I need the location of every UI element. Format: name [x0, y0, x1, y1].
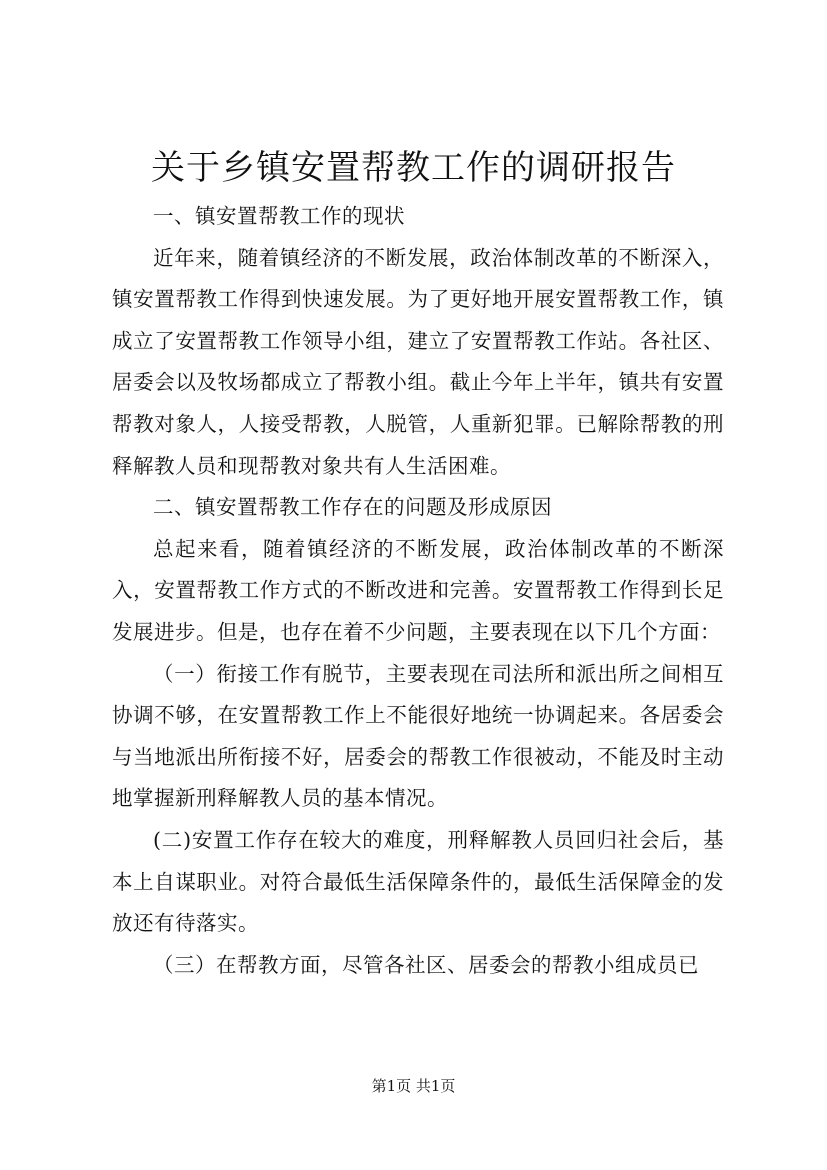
page-footer: 第1页 共1页: [371, 1077, 456, 1095]
paragraph-3: （一）衔接工作有脱节，主要表现在司法所和派出所之间相互协调不够，在安置帮教工作上不能很好地统一协调起来。各居委会与当地派出所衔接不好，居委会的帮教工作很被动，不能及时主动地掌握新刑释解教人员的基本情况。: [112, 661, 724, 811]
paragraph-4: (二)安置工作存在较大的难度，刑释解教人员回归社会后，基本上自谋职业。对符合最低生活保障条件的，最低生活保障金的发放还有待落实。: [112, 827, 724, 936]
paragraph-2: 总起来看，随着镇经济的不断发展，政治体制改革的不断深入，安置帮教工作方式的不断改进和完善。安置帮教工作得到长足发展进步。但是，也存在着不少问题，主要表现在以下几个方面：: [112, 536, 724, 644]
document-body: [112, 196, 724, 986]
section-heading-1: 一、镇安置帮教工作的现状: [153, 204, 405, 228]
section-heading-2: 二、镇安置帮教工作存在的问题及形成原因: [153, 495, 552, 520]
paragraph-1: 近年来，随着镇经济的不断发展，政治体制改革的不断深入，镇安置帮教工作得到快速发展。为了更好地开展安置帮教工作，镇成立了安置帮教工作领导小组，建立了安置帮教工作站。各社区、居委会以及牧场都成立了帮教小组。截止今年上半年，镇共有安置帮教对象人，人接受帮教，人脱管，人重新犯罪。已解除帮教的刑释解教人员和现帮教对象共有人生活困难。: [112, 245, 724, 478]
document-title: 关于乡镇安置帮教工作的调研报告: [151, 148, 676, 188]
paragraph-5: （三）在帮教方面，尽管各社区、居委会的帮教小组成员已: [153, 952, 699, 977]
